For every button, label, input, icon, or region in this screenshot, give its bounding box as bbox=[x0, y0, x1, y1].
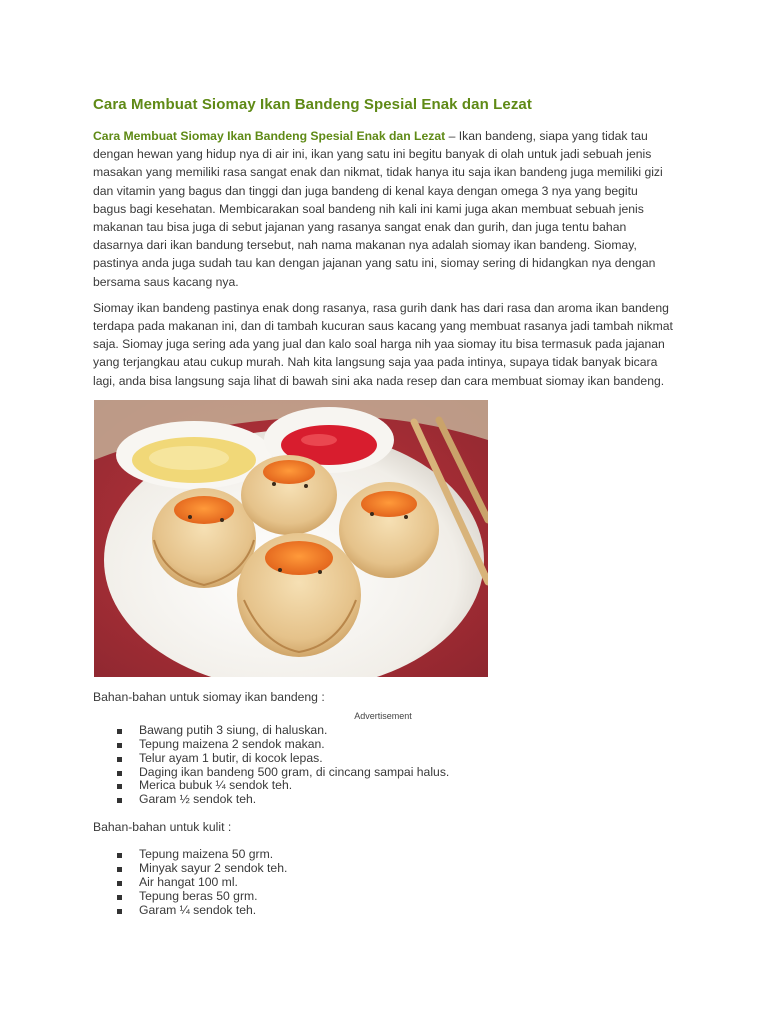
list-item-text: Telur ayam 1 butir, di kocok lepas. bbox=[139, 750, 323, 765]
list-item-text: Minyak sayur 2 sendok teh. bbox=[139, 861, 288, 876]
intro-text: – Ikan bandeng, siapa yang tidak tau dengan hewan yang hidup nya di air ini, ikan yang satu ini begitu banyak di olah untuk jadi sebuah jenis masakan yang memiliki rasa sangat enak dan nikmat, tidak hanya itu saja ikan bandeng juga memiliki gizi dan vitamin yang bagus dan tinggi dan juga bandeng di kenal kaya dengan omega 3 nya yang begitu bagus bagi kesehatan. Membicarakan soal bandeng nih kali ini kami juga akan membuat sebuah jenis makanan tau bisa juga di sebut jajanan yang rasanya sangat enak dan gurih, dan juga tentu bahan dasarnya dari ikan bandung tersebut, nah nama makanan nya adalah siomay ikan bandeng. Siomay, pastinya anda juga sudah tau kan dengan jajanan yang satu ini, siomay sering di hidangkan nya dengan bersama saus kacang nya. bbox=[93, 129, 663, 289]
list-item bbox=[93, 848, 673, 862]
list-item bbox=[93, 862, 673, 876]
list-item bbox=[93, 779, 673, 793]
list-item bbox=[93, 752, 673, 766]
article-title: Cara Membuat Siomay Ikan Bandeng Spesial Enak dan Lezat bbox=[93, 96, 532, 113]
list-item bbox=[93, 738, 673, 752]
bullet-icon bbox=[117, 784, 122, 789]
list-item bbox=[93, 890, 673, 904]
bullet-icon bbox=[117, 867, 122, 872]
ingredients-siomay-list bbox=[93, 724, 673, 807]
bullet-icon bbox=[117, 881, 122, 886]
list-item-text: Bawang putih 3 siung, di haluskan. bbox=[139, 722, 328, 737]
list-item bbox=[93, 724, 673, 738]
list-item-text: Garam ¼ sendok teh. bbox=[139, 902, 257, 917]
advertisement-label: Advertisement bbox=[354, 710, 412, 721]
bullet-icon bbox=[117, 798, 122, 803]
intro-paragraph bbox=[93, 127, 673, 291]
ingredients-kulit-label: Bahan-bahan untuk kulit : bbox=[93, 820, 232, 835]
list-item-text: Tepung beras 50 grm. bbox=[139, 889, 258, 903]
ingredients-kulit-list bbox=[93, 848, 673, 918]
list-item bbox=[93, 793, 673, 807]
list-item bbox=[93, 876, 673, 890]
bullet-icon bbox=[117, 909, 122, 914]
article bbox=[93, 96, 673, 930]
body-paragraph: Siomay ikan bandeng pastinya enak dong rasanya, rasa gurih dank has dari rasa dan aroma ikan bandeng terdapa pada makanan ini, dan di tambah kucuran saus kacang yang membuat rasanya jadi tambah nikmat saja. Siomay juga sering ada yang jual dan kalo soal harga nih yaa siomay itu bisa termasuk pada jajanan yang terjangkau atau cukup murah. Nah kita langsung saja yaa pada intinya, supaya tidak banyak bicara lagi, anda bisa langsung saja lihat di bawah sini aka nada resep dan cara membuat siomay ikan bandeng. bbox=[93, 300, 673, 388]
bullet-icon bbox=[117, 895, 122, 900]
list-item-text: Merica bubuk ¼ sendok teh. bbox=[139, 778, 293, 793]
list-item-text: Garam ½ sendok teh. bbox=[139, 792, 257, 807]
siomay-photo bbox=[94, 400, 488, 677]
list-item-text: Tepung maizena 2 sendok makan. bbox=[139, 736, 325, 751]
list-item bbox=[93, 904, 673, 918]
list-item-text: Air hangat 100 ml. bbox=[139, 875, 238, 890]
bullet-icon bbox=[117, 743, 122, 748]
bullet-icon bbox=[117, 757, 122, 762]
list-item-text: Daging ikan bandeng 500 gram, di cincang sampai halus. bbox=[139, 764, 450, 779]
intro-lead-link[interactable]: Cara Membuat Siomay Ikan Bandeng Spesial Enak dan Lezat bbox=[93, 129, 446, 143]
ingredients-siomay-label: Bahan-bahan untuk siomay ikan bandeng : bbox=[93, 689, 325, 704]
list-item-text: Tepung maizena 50 grm. bbox=[139, 847, 274, 862]
list-item bbox=[93, 766, 673, 780]
bullet-icon bbox=[117, 729, 122, 734]
bullet-icon bbox=[117, 771, 122, 776]
bullet-icon bbox=[117, 853, 122, 858]
